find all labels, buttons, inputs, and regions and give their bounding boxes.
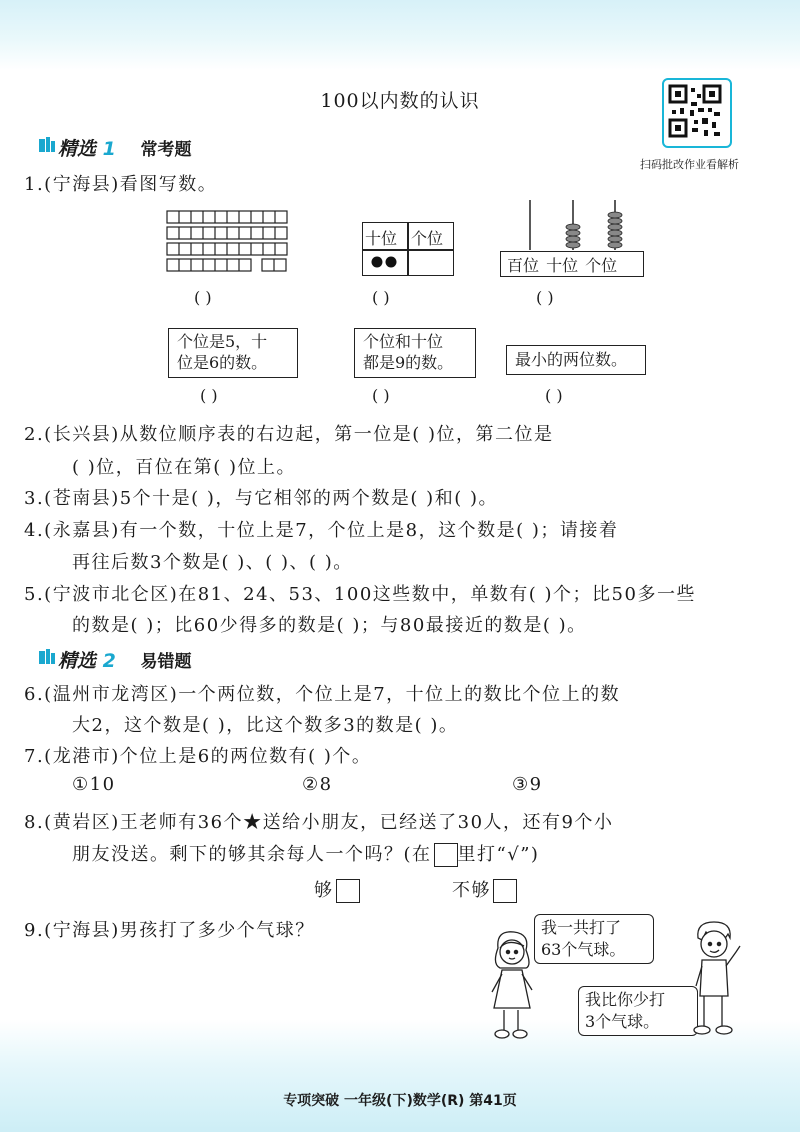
qr-code[interactable]	[662, 78, 732, 148]
section-2-number: 2	[102, 650, 116, 672]
condition-1-line-2: 位是6的数。	[177, 353, 268, 372]
page-title: 100以内数的认识	[320, 90, 480, 112]
girl-speech-bubble	[534, 914, 654, 964]
section-book-icon	[38, 648, 56, 666]
condition-1-line-1: 个位是5，十	[177, 332, 268, 351]
figure-tens-strips	[166, 209, 292, 277]
abacus-figure	[500, 198, 646, 254]
checkbox-not-enough[interactable]	[493, 879, 517, 903]
girl-bubble-line-2: 63个气球。	[541, 940, 626, 959]
condition-box-1	[168, 328, 298, 378]
table-head-ones: 个位	[411, 229, 444, 248]
question-8-line-2	[72, 840, 539, 867]
answer-blank-1c[interactable]: ( )	[536, 288, 554, 307]
answer-blank-1f[interactable]: ( )	[545, 386, 563, 405]
question-8-line-2-a: 朋友没送。剩下的够其余每人一个吗？(在	[72, 844, 432, 865]
question-2-line-1: 2.(长兴县)从数位顺序表的右边起，第一位是( )位，第二位是	[24, 424, 554, 445]
question-7-option-2[interactable]: ②8	[302, 774, 333, 795]
section-2-header	[58, 646, 192, 673]
question-9: 9.(宁海县)男孩打了多少个气球？	[24, 920, 315, 941]
girl-icon	[482, 926, 542, 1046]
page-footer: 专项突破 一年级(下)数学(R) 第41页	[283, 1093, 517, 1109]
question-4-line-1: 4.(永嘉县)有一个数，十位上是7，个位上是8，这个数是( )；请接着	[24, 520, 619, 541]
table-head-tens: 十位	[365, 229, 398, 248]
section-1-number: 1	[102, 138, 116, 160]
answer-box-sample	[434, 843, 458, 867]
qr-caption: 扫码批改作业看解析	[640, 158, 739, 171]
answer-blank-1a[interactable]: ( )	[194, 288, 212, 307]
counter-beads	[369, 253, 403, 271]
option-not-enough-label: 不够	[452, 880, 491, 901]
question-8-line-1: 8.(黄岩区)王老师有36个★送给小朋友，已经送了30人，还有9个小	[24, 812, 614, 833]
boy-bubble-line-1: 我比你少打	[585, 990, 666, 1009]
option-not-enough	[452, 876, 517, 903]
section-book-icon	[38, 136, 56, 154]
condition-box-2	[354, 328, 476, 378]
section-1-label: 精选	[58, 138, 97, 160]
question-1: 1.(宁海县)看图写数。	[24, 174, 218, 195]
header-band	[0, 0, 800, 70]
condition-2-line-2: 都是9的数。	[363, 353, 454, 372]
option-enough	[314, 876, 360, 903]
checkbox-enough[interactable]	[336, 879, 360, 903]
qr-code-icon	[664, 80, 726, 142]
question-4-line-2: 再往后数3个数是( )、( )、( )。	[72, 552, 353, 573]
question-7-option-1[interactable]: ①10	[72, 774, 116, 795]
boy-icon	[684, 916, 744, 1042]
condition-3-text: 最小的两位数。	[515, 350, 628, 369]
question-5-line-2: 的数是( )；比60少得多的数是( )；与80最接近的数是( )。	[72, 615, 587, 636]
question-2-line-2: ( )位，百位在第( )位上。	[72, 457, 297, 478]
section-2-label: 精选	[58, 650, 97, 672]
section-1-subtitle: 常考题	[140, 140, 192, 160]
question-7-option-3[interactable]: ③9	[512, 774, 543, 795]
question-6-line-1: 6.(温州市龙湾区)一个两位数，个位上是7，十位上的数比个位上的数	[24, 684, 621, 705]
section-2-subtitle: 易错题	[140, 652, 192, 672]
abacus-base	[500, 251, 644, 277]
question-3: 3.(苍南县)5个十是( )，与它相邻的两个数是( )和( )。	[24, 488, 498, 509]
footer-band	[0, 1020, 800, 1132]
girl-bubble-line-1: 我一共打了	[541, 918, 622, 937]
answer-blank-1b[interactable]: ( )	[372, 288, 390, 307]
question-8-line-2-b: 里打“√”)	[457, 844, 540, 865]
question-6-line-2: 大2，这个数是( )，比这个数多3的数是( )。	[72, 715, 459, 736]
question-7: 7.(龙港市)个位上是6的两位数有( )个。	[24, 746, 372, 767]
answer-blank-1d[interactable]: ( )	[200, 386, 218, 405]
section-1-header	[58, 134, 192, 161]
condition-box-3	[506, 345, 646, 375]
answer-blank-1e[interactable]: ( )	[372, 386, 390, 405]
abacus-labels: 百位 十位 个位	[507, 256, 618, 275]
boy-bubble-line-2: 3个气球。	[585, 1012, 660, 1031]
option-enough-label: 够	[314, 880, 334, 901]
place-value-table	[362, 222, 454, 276]
condition-2-line-1: 个位和十位	[363, 332, 444, 351]
boy-speech-bubble	[578, 986, 698, 1036]
question-5-line-1: 5.(宁波市北仑区)在81、24、53、100这些数中，单数有( )个；比50多一些	[24, 584, 696, 605]
